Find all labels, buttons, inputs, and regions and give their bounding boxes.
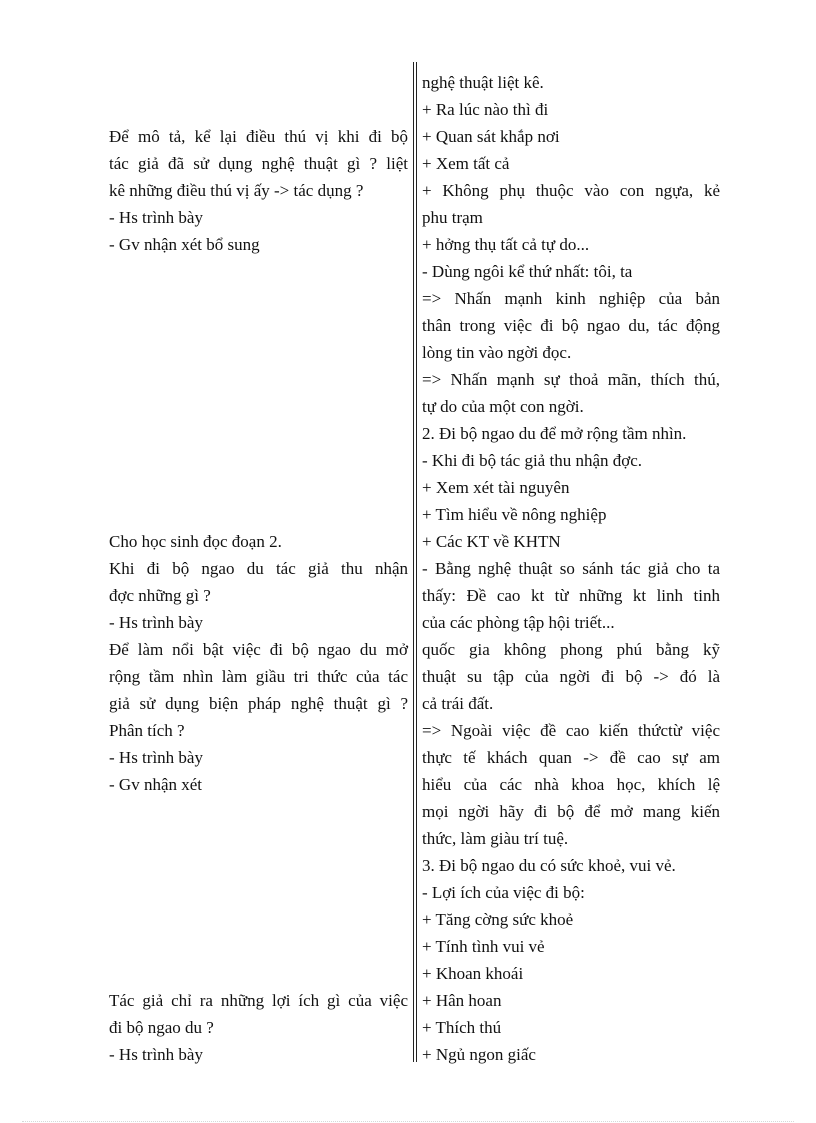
right-line-33: + Tính tình vui vẻ: [422, 937, 545, 956]
left-line-11: rộng tầm nhìn làm giầu tri thức của tác: [109, 667, 408, 686]
right-line-21: của các phòng tập hội triết...: [422, 613, 615, 632]
right-line-35: + Hân hoan: [422, 991, 502, 1010]
right-line-14: 2. Đi bộ ngao du để mở rộng tầm nhìn.: [422, 424, 687, 443]
column-divider-inner: [416, 62, 417, 1062]
right-line-6: phu trạm: [422, 208, 483, 227]
right-line-31: - Lợi ích của việc đi bộ:: [422, 883, 585, 902]
right-line-28: mọi ngời hãy đi bộ để mở mang kiến: [422, 802, 720, 821]
column-divider: [413, 62, 414, 1062]
right-line-8: - Dùng ngôi kể thứ nhất: tôi, ta: [422, 262, 633, 281]
left-line-16: Tác giả chỉ ra những lợi ích gì của việc: [109, 991, 408, 1010]
left-line-14: - Hs trình bày: [109, 748, 203, 767]
right-line-25: => Ngoài việc đề cao kiến thứctừ việc: [422, 721, 720, 740]
right-line-13: tự do của một con ngời.: [422, 397, 584, 416]
left-line-3: kê những điều thú vị ấy -> tác dụng ?: [109, 181, 364, 200]
left-line-8: đợc những gì ?: [109, 586, 211, 605]
left-line-1: Để mô tả, kể lại điều thú vị khi đi bộ: [109, 127, 408, 146]
right-line-3: + Quan sát khắp nơi: [422, 127, 560, 146]
right-line-30: 3. Đi bộ ngao du có sức khoẻ, vui vẻ.: [422, 856, 676, 875]
right-line-4: + Xem tất cả: [422, 154, 510, 173]
left-line-10: Để làm nổi bật việc đi bộ ngao du mở: [109, 640, 408, 659]
right-line-27: hiểu của các nhà khoa học, khích lệ: [422, 775, 720, 794]
page-bottom-edge: [22, 1121, 794, 1122]
left-line-4: - Hs trình bày: [109, 208, 203, 227]
left-line-17: đi bộ ngao du ?: [109, 1018, 214, 1037]
left-line-9: - Hs trình bày: [109, 613, 203, 632]
right-line-26: thực tế khách quan -> đề cao sự am: [422, 748, 720, 767]
right-line-23: thuật su tập của ngời đi bộ -> đó là: [422, 667, 720, 686]
right-line-15: - Khi đi bộ tác giả thu nhận đợc.: [422, 451, 643, 470]
right-line-7: + hởng thụ tất cả tự do...: [422, 235, 590, 254]
right-line-36: + Thích thú: [422, 1018, 502, 1037]
right-line-32: + Tăng cờng sức khoẻ: [422, 910, 574, 929]
left-line-7: Khi đi bộ ngao du tác giả thu nhận: [109, 559, 408, 578]
right-line-11: lòng tin vào ngời đọc.: [422, 343, 572, 362]
left-line-5: - Gv nhận xét bổ sung: [109, 235, 260, 254]
left-line-18: - Hs trình bày: [109, 1045, 203, 1064]
right-line-29: thức, làm giàu trí tuệ.: [422, 829, 569, 848]
right-line-2: + Ra lúc nào thì đi: [422, 100, 549, 119]
left-line-15: - Gv nhận xét: [109, 775, 203, 794]
left-line-2: tác giả đã sử dụng nghệ thuật gì ? liệt: [109, 154, 408, 173]
right-line-12: => Nhấn mạnh sự thoả mãn, thích thú,: [422, 370, 720, 389]
left-line-6: Cho học sinh đọc đoạn 2.: [109, 532, 282, 551]
right-line-19: - Bằng nghệ thuật so sánh tác giả cho ta: [422, 559, 720, 578]
right-line-9: => Nhấn mạnh kinh nghiệp của bản: [422, 289, 720, 308]
right-line-34: + Khoan khoái: [422, 964, 524, 983]
left-line-13: Phân tích ?: [109, 721, 185, 740]
right-line-22: quốc gia không phong phú bằng kỹ: [422, 640, 720, 659]
right-line-10: thân trong việc đi bộ ngao du, tác động: [422, 316, 720, 335]
right-line-37: + Ngủ ngon giấc: [422, 1045, 536, 1064]
right-line-16: + Xem xét tài nguyên: [422, 478, 570, 497]
left-line-12: giả sử dụng biện pháp nghệ thuật gì ?: [109, 694, 408, 713]
right-line-5: + Không phụ thuộc vào con ngựa, kẻ: [422, 181, 720, 200]
right-line-24: cả trái đất.: [422, 694, 494, 713]
right-line-17: + Tìm hiểu về nông nghiệp: [422, 505, 607, 524]
right-line-18: + Các KT về KHTN: [422, 532, 561, 551]
right-line-20: thấy: Đề cao kt từ những kt linh tinh: [422, 586, 720, 605]
right-line-1: nghệ thuật liệt kê.: [422, 73, 544, 92]
